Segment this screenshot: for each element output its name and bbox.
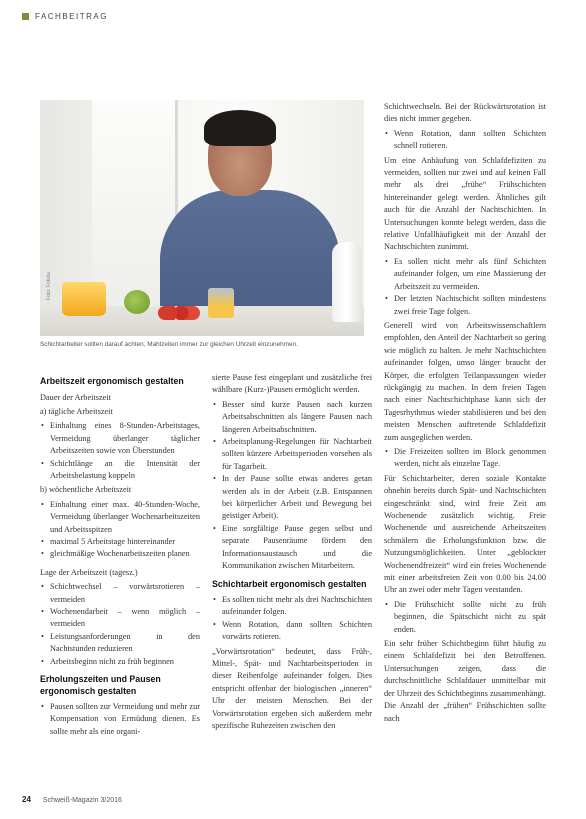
- photo-apple: [124, 290, 150, 314]
- list-item: • Wochenendarbeit – wenn möglich – vermeiden: [40, 606, 200, 631]
- list-item: • Arbeitsplanung-Regelungen für Nachtarbeit sollten kürzere Arbeitsperioden vorsehen als für Tagarbeit.: [212, 436, 372, 473]
- list-item: • Besser sind kurze Pausen nach kurzen Arbeitsabschnitten als längere Pausen nach längeren Arbeitsabschnitten.: [212, 399, 372, 436]
- subheading: Dauer der Arbeitszeit: [40, 392, 111, 402]
- column-1: [40, 376, 200, 740]
- paragraph: sierte Pause fest eingeplant und zusätzliche frei wählbare (Kurz-)Pausen ermöglicht werden.: [212, 373, 372, 395]
- photo-juice-glass: [62, 282, 106, 316]
- photo-credit: Foto: Fotolia: [46, 272, 52, 300]
- paragraph: „Vorwärtsrotation“ bedeutet, dass Früh-, Mittel-, Spät- und Nachtarbeitsperioden in dieser Reihenfolge aufeinander folgen. Dies entspricht offenbar der biologischen „inneren“ Uhr der meisten Menschen. Bei der Vorwärtsrotation ergeben sich außerdem mehr spezifische Ruhezeiten zwischen den: [212, 646, 372, 731]
- paragraph: Für Schichtarbeiter, deren soziale Kontakte ohnehin bereits durch Spät- und Nachtschichten eingeschränkt sind, wird freie Zeit am Wochenende zusätzlich wichtig. Freie Wochenende und ausreichende Arbeitszeiten schmälern die Erholungsfunktion bzw. die Nutzungsmöglichkeiten. Unter „geblockter Wochenendfreizeit“ wird ein freies Wochenende mit einer arbeitsfreien Zeit von 0.00 bis 24.00 Uhr an zwei oder mehr Tagen verstanden.: [384, 473, 546, 595]
- paragraph: Um eine Anhäufung von Schlafdefiziten zu vermeiden, sollten nur zwei und auf keinen Fall mehr als drei „frühe“ Frühschichten hintereinander gelegt werden. Ähnliches gilt auch für die Anzahl der Nachtschichten. In Untersuchungen konnte belegt werden, dass die relative Unfallhäufigkeit mit der Anzahl der Nachtschichten zunimmt.: [384, 155, 546, 252]
- bullet-list: [384, 256, 546, 318]
- bullet-list: [384, 446, 546, 471]
- photo-milk-bottle: [332, 242, 362, 322]
- section-marker-icon: [22, 13, 29, 20]
- list-item: • Pausen sollten zur Vermeidung und mehr zur Kompensation von Ermüdung dienen. Es sollte mehr als eine organi-: [40, 701, 200, 738]
- bullet-list: [40, 420, 200, 482]
- bullet-list: [40, 581, 200, 668]
- subheading: a) tägliche Arbeitszeit: [40, 406, 113, 416]
- list-item: • Es sollen nicht mehr als fünf Schichten aufeinander folgen, um eine Massierung der Arbeitszeit zu vermeiden.: [384, 256, 546, 293]
- photo-caption: Schichtarbeiter sollten darauf achten, Mahlzeiten immer zur gleichen Uhrzeit einzunehmen.: [40, 341, 298, 348]
- section-header: [22, 12, 108, 21]
- list-item: • Wenn Rotation, dann sollten Schichten schnell rotieren.: [384, 128, 546, 153]
- column-3: [384, 101, 546, 727]
- list-item: • Leistungsanforderungen in den Nachtstunden reduzieren: [40, 631, 200, 656]
- photo-berries: [158, 306, 200, 320]
- bullet-list: [40, 701, 200, 738]
- paragraph: Schichtwechseln. Bei der Rückwärtsrotation ist dies nicht immer gegeben.: [384, 102, 546, 124]
- list-item: • Wenn Rotation, dann sollten Schichten vorwärts rotieren.: [212, 619, 372, 644]
- column-2: [212, 372, 372, 734]
- heading-erholungszeiten: Erholungszeiten und Pausen ergonomisch gestalten: [40, 674, 161, 696]
- page-footer: [22, 795, 122, 804]
- subheading: Lage der Arbeitszeit (tagesz.): [40, 567, 138, 577]
- list-item: • Schichtwechsel – vorwärtsrotieren – vermeiden: [40, 581, 200, 606]
- list-item: • Die Frühschicht sollte nicht zu früh beginnen, die Spätschicht nicht zu spät enden.: [384, 599, 546, 636]
- bullet-list: [384, 128, 546, 153]
- article-photo: [40, 100, 364, 336]
- paragraph: Generell wird von Arbeitswissenschaftlern empfohlen, den Anteil der Nachtarbeit so gering wie möglich zu halten. Je mehr Nachtschichten aufeinander folgen, umso länger braucht der Körper, die erfolgten Teilanpassungen wieder rückgängig zu machen. In dem freien Tagen nach einer Nachtschichtphase kann sich der Tagesrhythmus wieder stabilisieren und bei den meisten Menschen auftretende Schlafdefizit zum ausgeglichen werden.: [384, 320, 546, 442]
- list-item: • gleichmäßige Wochenarbeitszeiten planen: [40, 548, 200, 560]
- bullet-list: [40, 499, 200, 561]
- list-item: • Eine sorgfältige Pause gegen selbst und separate Pausenräume fördern den Informationsaustausch und die Kommunikation zwischen Mitarbeitern.: [212, 523, 372, 573]
- bullet-list: [212, 594, 372, 644]
- page-number: 24: [22, 795, 31, 804]
- section-label: FACHBEITRAG: [35, 12, 108, 21]
- list-item: • Einhaltung einer max. 40-Stunden-Woche, Vermeidung überlanger Wochenarbeitszeiten und Arbeitsspitzen: [40, 499, 200, 536]
- paragraph: Ein sehr früher Schichtbeginn führt häufig zu einem Schlafdefizit bei den Betroffenen. Untersuchungen zeigen, dass die durchschnittliche Schlafdauer unmittelbar mit der Uhrzeit des Schichtbeginns zusammenhängt. Die Anzahl der „frühen“ Frühschichten sollte nach: [384, 639, 546, 723]
- bullet-list: [212, 399, 372, 573]
- list-item: • Es sollten nicht mehr als drei Nachtschichten aufeinander folgen.: [212, 594, 372, 619]
- magazine-name: Schweiß-Magazin 3/2016: [42, 797, 122, 804]
- list-item: • In der Pause sollte etwas anderes getan werden als in der Arbeit (z.B. Entspannen bei körperlicher Arbeit und Bewegung bei geistiger Arbeit).: [212, 473, 372, 523]
- subheading: b) wöchentliche Arbeitszeit: [40, 485, 132, 495]
- heading-arbeitszeit: Arbeitszeit ergonomisch gestalten: [40, 376, 184, 386]
- list-item: • Schichtlänge an die Intensität der Arbeitsbelastung koppeln: [40, 458, 200, 483]
- list-item: • Einhaltung eines 8-Stunden-Arbeitstages, Vermeidung überlanger täglicher Arbeitszeiten sowie von Überstunden: [40, 420, 200, 457]
- photo-glass: [208, 288, 234, 318]
- list-item: • maximal 5 Arbeitstage hintereinander: [40, 536, 200, 548]
- list-item: • Der letzten Nachtschicht sollten mindestens zwei freie Tage folgen.: [384, 293, 546, 318]
- heading-schichtarbeit: Schichtarbeit ergonomisch gestalten: [212, 578, 367, 589]
- photo-person-hair: [204, 110, 276, 146]
- list-item: • Arbeitsbeginn nicht zu früh beginnen: [40, 656, 200, 668]
- list-item: • Die Freizeiten sollten im Block genommen werden, nicht als einzelne Tage.: [384, 446, 546, 471]
- bullet-list: [384, 599, 546, 636]
